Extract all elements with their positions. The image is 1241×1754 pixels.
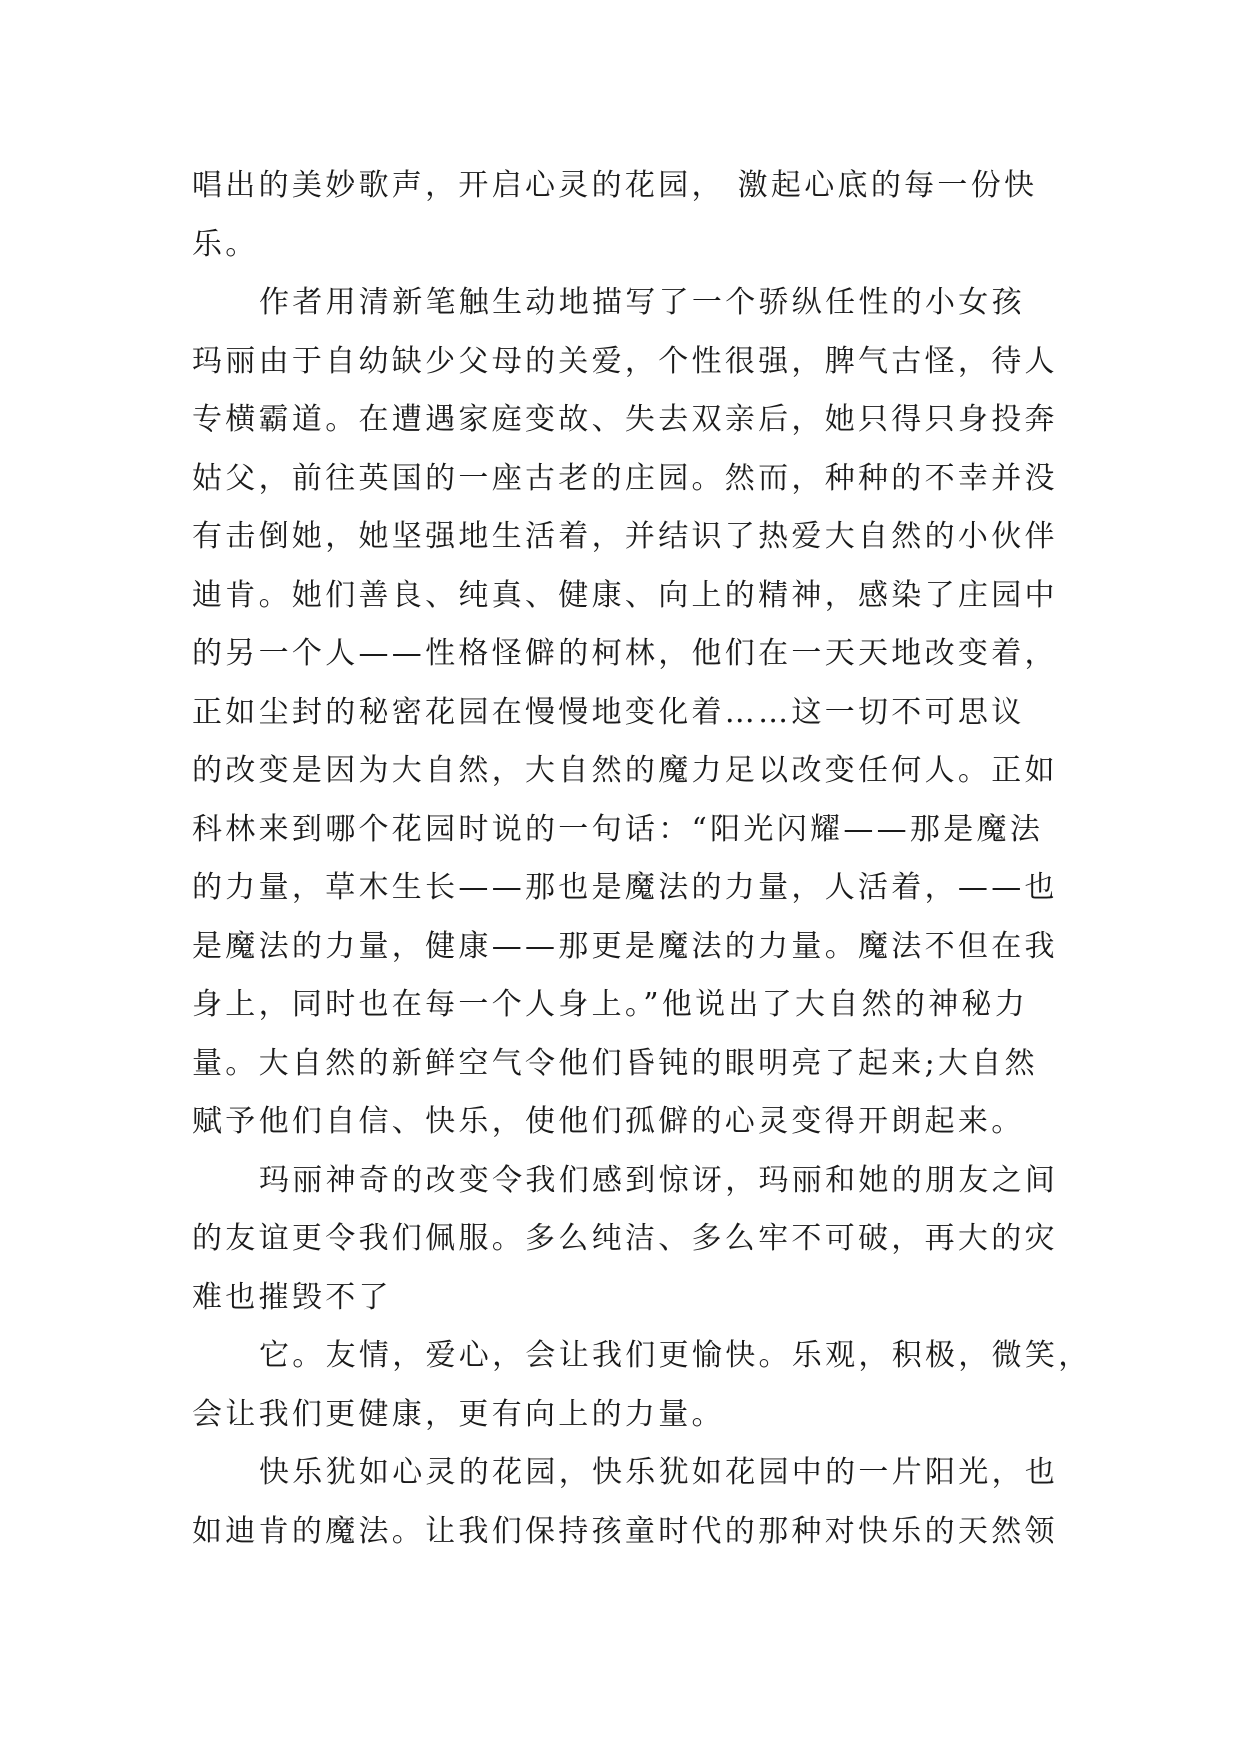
paragraph [192, 157, 1092, 274]
paragraph [192, 1152, 1092, 1328]
text-line: 是魔法的力量，健康——那更是魔法的力量。魔法不但在我 [192, 928, 1058, 964]
text-line: 迪肯。她们善良、纯真、健康、向上的精神，感染了庄园中 [192, 577, 1058, 613]
text-line: 它。友情，爱心，会让我们更愉快。乐观，积极，微笑， [259, 1338, 1092, 1373]
text-line: 如迪肯的魔法。让我们保持孩童时代的那种对快乐的天然领 [192, 1513, 1058, 1549]
text-line: 唱出的美妙歌声，开启心灵的花园， 激起心底的每一份快 [192, 168, 1038, 203]
text-line: 的另一个人——性格怪僻的柯林，他们在一天天地改变着， [192, 636, 1058, 671]
paragraph [192, 1444, 1092, 1561]
text-line: 有击倒她，她坚强地生活着，并结识了热爱大自然的小伙伴 [192, 519, 1058, 554]
text-line: 科林来到哪个花园时说的一句话：“阳光闪耀——那是魔法 [192, 811, 1044, 847]
paragraph [192, 1327, 1092, 1444]
text-line: 快乐犹如心灵的花园，快乐犹如花园中的一片阳光，也 [259, 1455, 1059, 1490]
text-line: 难也摧毁不了 [192, 1279, 392, 1315]
text-line: 专横霸道。在遭遇家庭变故、失去双亲后，她只得只身投奔 [192, 402, 1058, 437]
text-line: 会让我们更健康，更有向上的力量。 [192, 1396, 725, 1432]
text-line: 的改变是因为大自然，大自然的魔力足以改变任何人。正如 [192, 753, 1058, 788]
text-line: 乐。 [192, 226, 259, 262]
text-line: 的力量，草木生长——那也是魔法的力量，人活着，——也 [192, 870, 1058, 905]
paragraph [192, 274, 1092, 1152]
text-line: 量。大自然的新鲜空气令他们昏钝的眼明亮了起来;大自然 [192, 1045, 1038, 1081]
text-line: 正如尘封的秘密花园在慢慢地变化着……这一切不可思议 [192, 694, 1025, 730]
body-text [192, 157, 1092, 1561]
text-line: 作者用清新笔触生动地描写了一个骄纵任性的小女孩 [259, 285, 1025, 320]
text-line: 的友谊更令我们佩服。多么纯洁、多么牢不可破，再大的灾 [192, 1221, 1058, 1256]
text-line: 身上，同时也在每一个人身上。”他说出了大自然的神秘力 [192, 987, 1029, 1022]
text-line: 赋予他们自信、快乐，使他们孤僻的心灵变得开朗起来。 [192, 1104, 1025, 1139]
text-line: 玛丽由于自幼缺少父母的关爱，个性很强，脾气古怪，待人 [192, 343, 1058, 379]
text-line: 姑父，前往英国的一座古老的庄园。然而，种种的不幸并没 [192, 460, 1058, 496]
text-line: 玛丽神奇的改变令我们感到惊讶，玛丽和她的朋友之间 [259, 1162, 1059, 1198]
